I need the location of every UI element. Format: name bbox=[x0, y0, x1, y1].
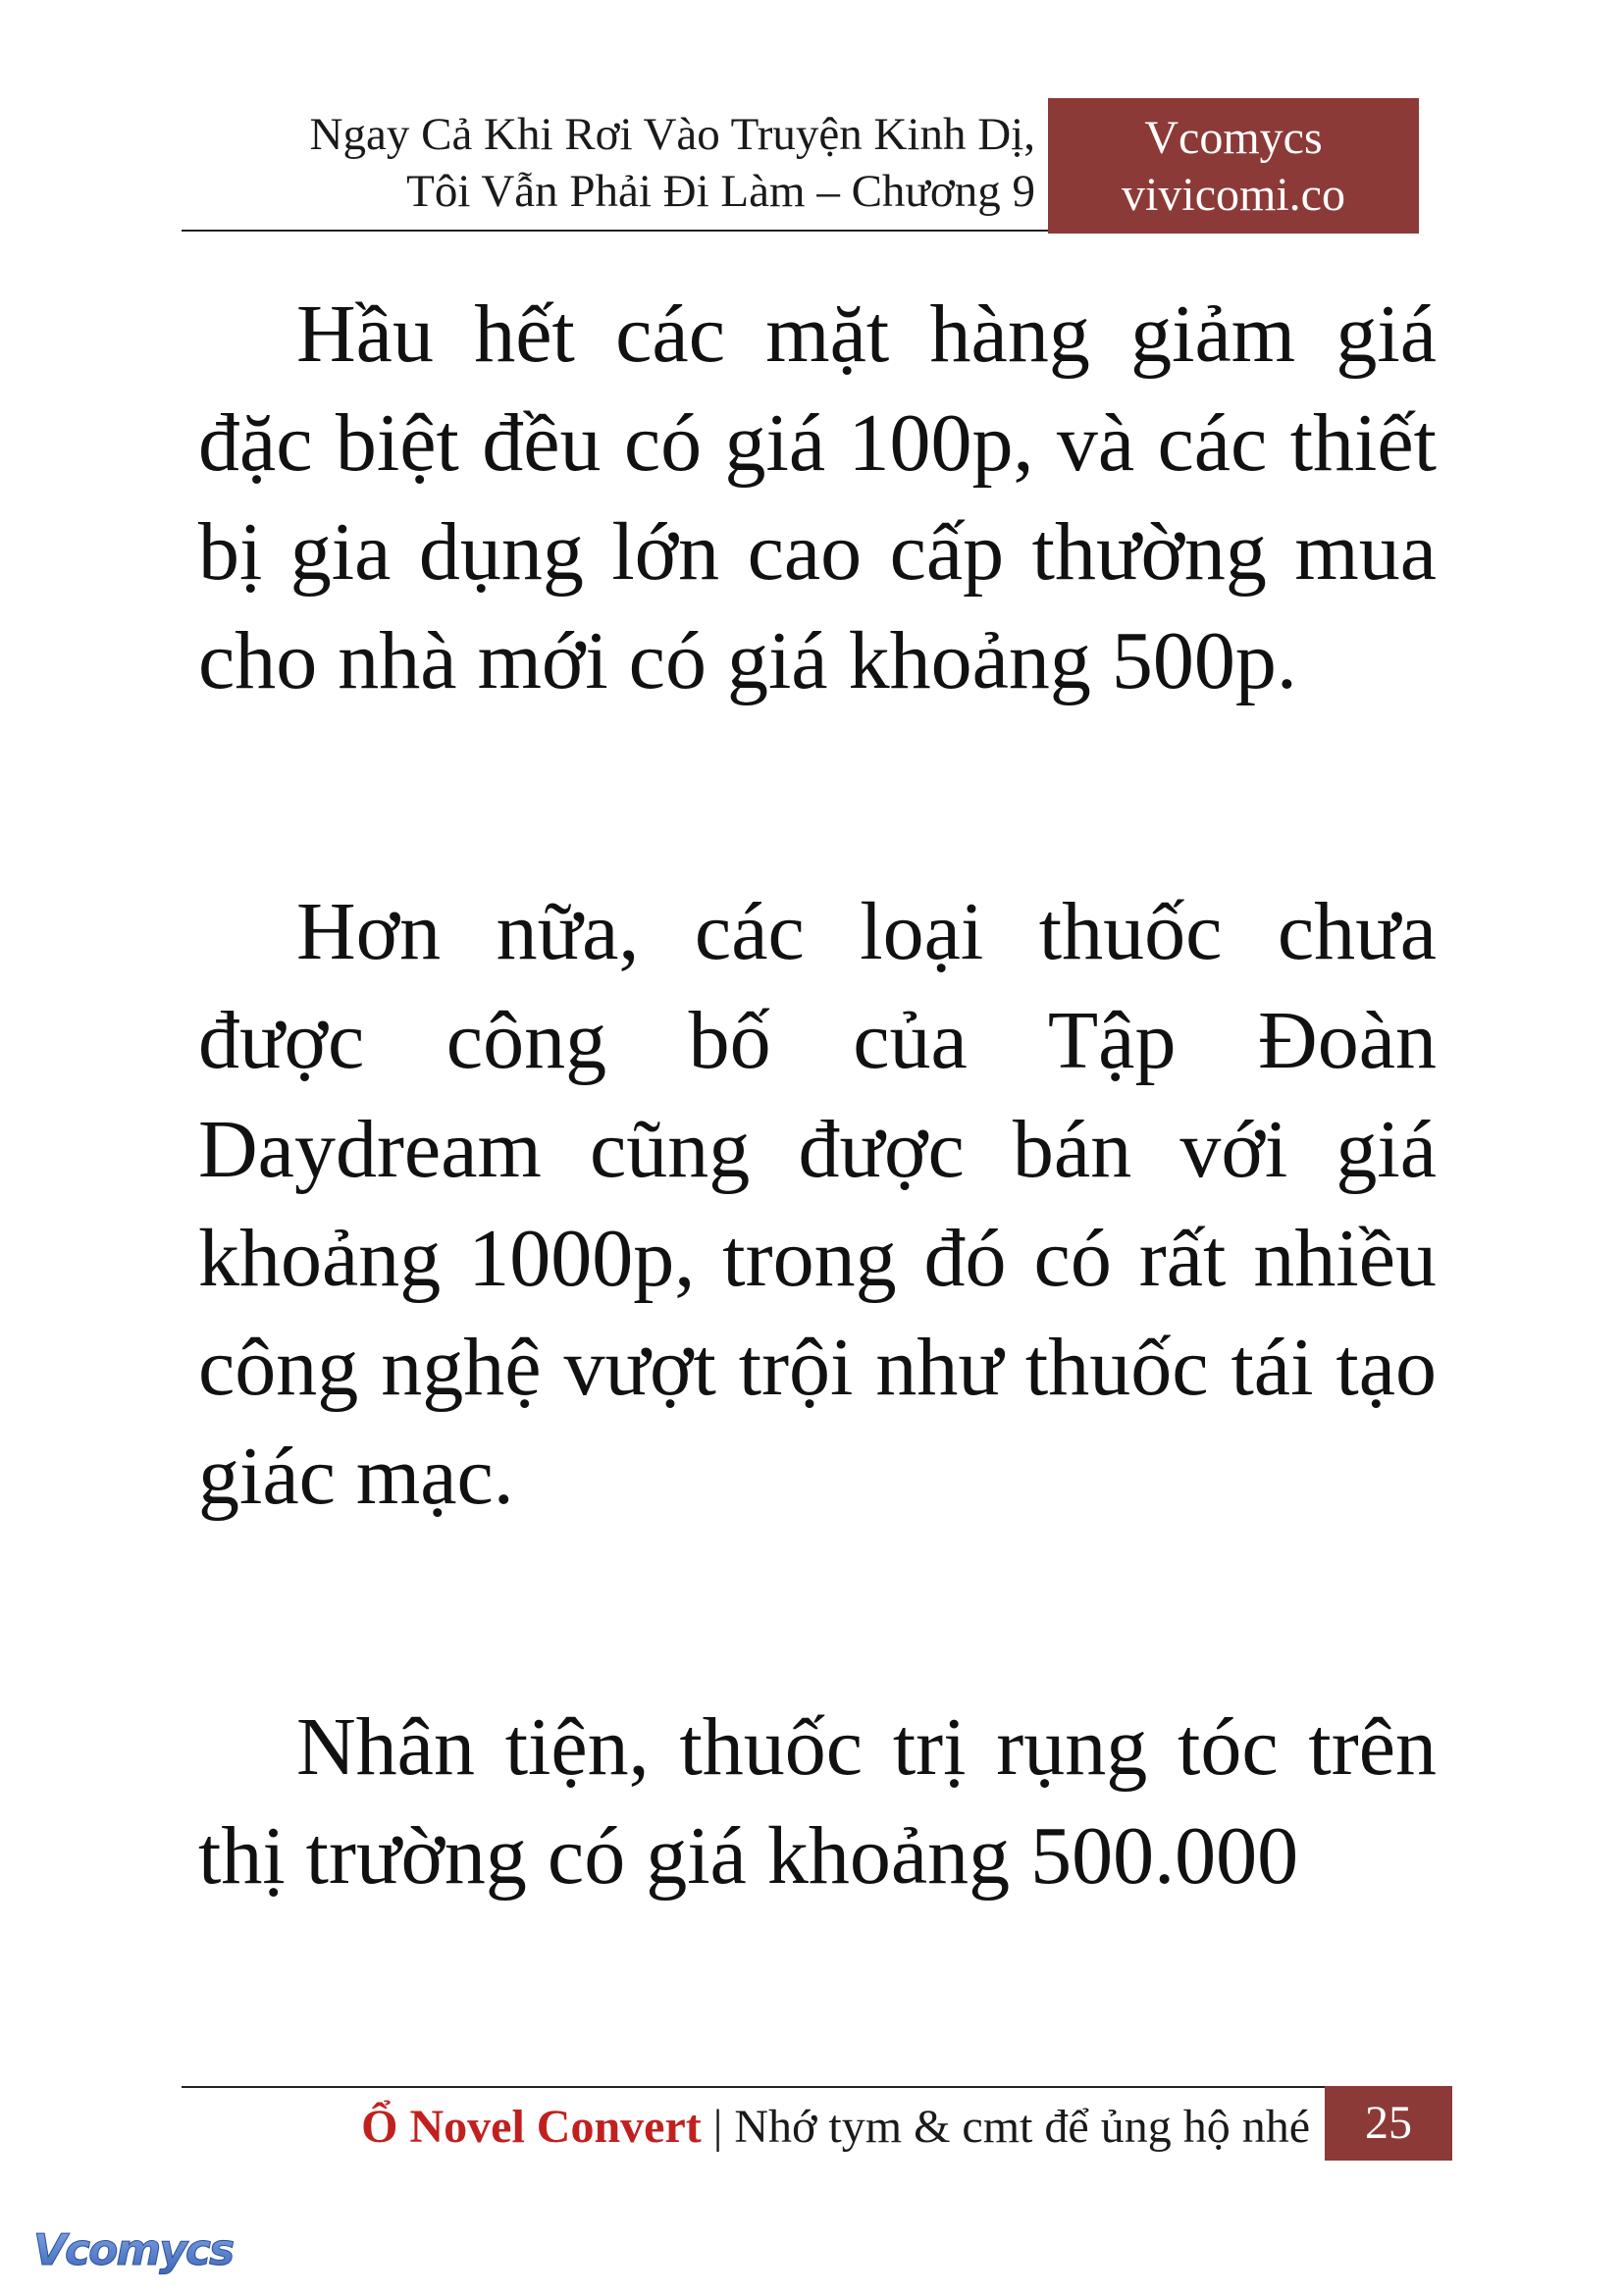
footer-credit bbox=[182, 2098, 1310, 2157]
footer-separator: | bbox=[712, 2101, 723, 2153]
page-number: 25 bbox=[1325, 2086, 1452, 2161]
vcomycs-logo-icon bbox=[29, 2219, 265, 2280]
footer-divider bbox=[182, 2086, 1325, 2088]
header-divider bbox=[182, 230, 1048, 232]
svg-text:Vcomycs: Vcomycs bbox=[33, 2225, 234, 2275]
page-content bbox=[198, 280, 1437, 1910]
site-badge bbox=[1048, 98, 1419, 234]
paragraph-3: Nhân tiện, thuốc trị rụng tóc trên thị trường có giá khoảng 500.000 bbox=[198, 1701, 1437, 1902]
footer-note: Nhớ tym & cmt để ủng hộ nhé bbox=[734, 2101, 1310, 2153]
chapter-title-line-1: Ngay Cả Khi Rơi Vào Truyện Kinh Dị, bbox=[309, 109, 1035, 160]
chapter-title bbox=[182, 106, 1035, 220]
paragraph-1: Hầu hết các mặt hàng giảm giá đặc biệt đều có giá 100p, và các thiết bị gia dụng lớn cao cấp thường mua cho nhà mới có giá khoảng 500p. bbox=[198, 288, 1437, 706]
site-badge-url: vivicomi.co bbox=[1122, 169, 1345, 221]
site-badge-name: Vcomycs bbox=[1144, 112, 1323, 164]
paragraph-2: Hơn nữa, các loại thuốc chưa được công bố của Tập Đoàn Daydream cũng được bán với giá khoảng 1000p, trong đó có rất nhiều công nghệ vượt trội như thuốc tái tạo giác mạc. bbox=[198, 886, 1437, 1522]
chapter-title-line-2: Tôi Vẫn Phải Đi Làm – Chương 9 bbox=[406, 166, 1035, 217]
footer-brand: Ổ Novel Convert bbox=[361, 2101, 702, 2153]
